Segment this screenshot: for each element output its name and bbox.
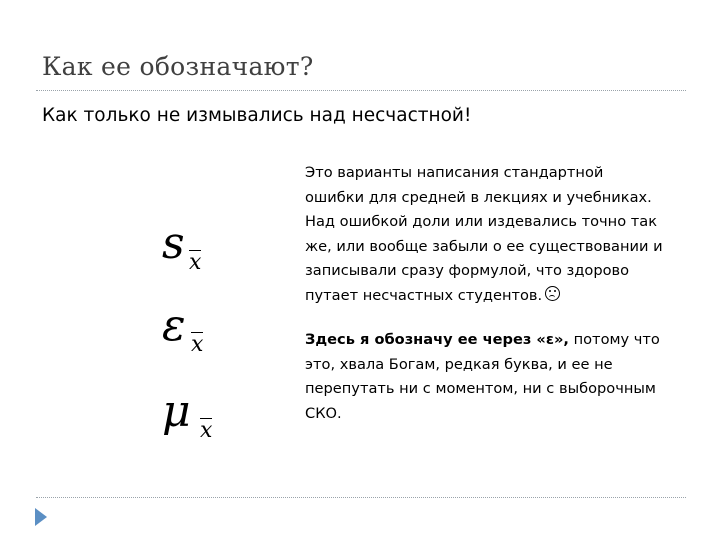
frown-icon <box>545 286 560 301</box>
arrow-bullet-icon <box>35 508 47 526</box>
formula-s-x <box>162 218 202 275</box>
top-divider <box>36 90 686 91</box>
explanation-text <box>305 161 665 426</box>
slide-title: Как ее обозначают? <box>42 52 314 81</box>
formula-symbol: μ <box>162 386 191 437</box>
slide-subtitle: Как только не измывались над несчастной! <box>42 105 472 126</box>
formula-subscript: x <box>189 250 202 275</box>
notation-emphasis: Здесь я обозначу ее через «ε», <box>305 331 569 348</box>
formula-epsilon-x <box>162 300 204 357</box>
bottom-divider <box>36 497 686 498</box>
paragraph-variants: Это варианты написания стандартной ошибки для средней в лекциях и учебниках. Над ошибкой доли или издевались точно так же, или вообще забыли о ее существовании и записывали сразу формулой, что здорово путает несчастных студентов. <box>305 164 663 304</box>
formula-mu-x <box>162 386 213 443</box>
formula-subscript: x <box>191 332 204 357</box>
formula-list <box>162 212 252 472</box>
paragraph-notation: Здесь я обозначу ее через «ε», потому что это, хвала Богам, редкая буква, и ее не перепутать ни с моментом, ни с выборочным СКО. <box>305 331 660 422</box>
formula-subscript: x <box>200 418 213 443</box>
formula-symbol: s <box>162 218 185 269</box>
formula-symbol: ε <box>162 300 186 351</box>
